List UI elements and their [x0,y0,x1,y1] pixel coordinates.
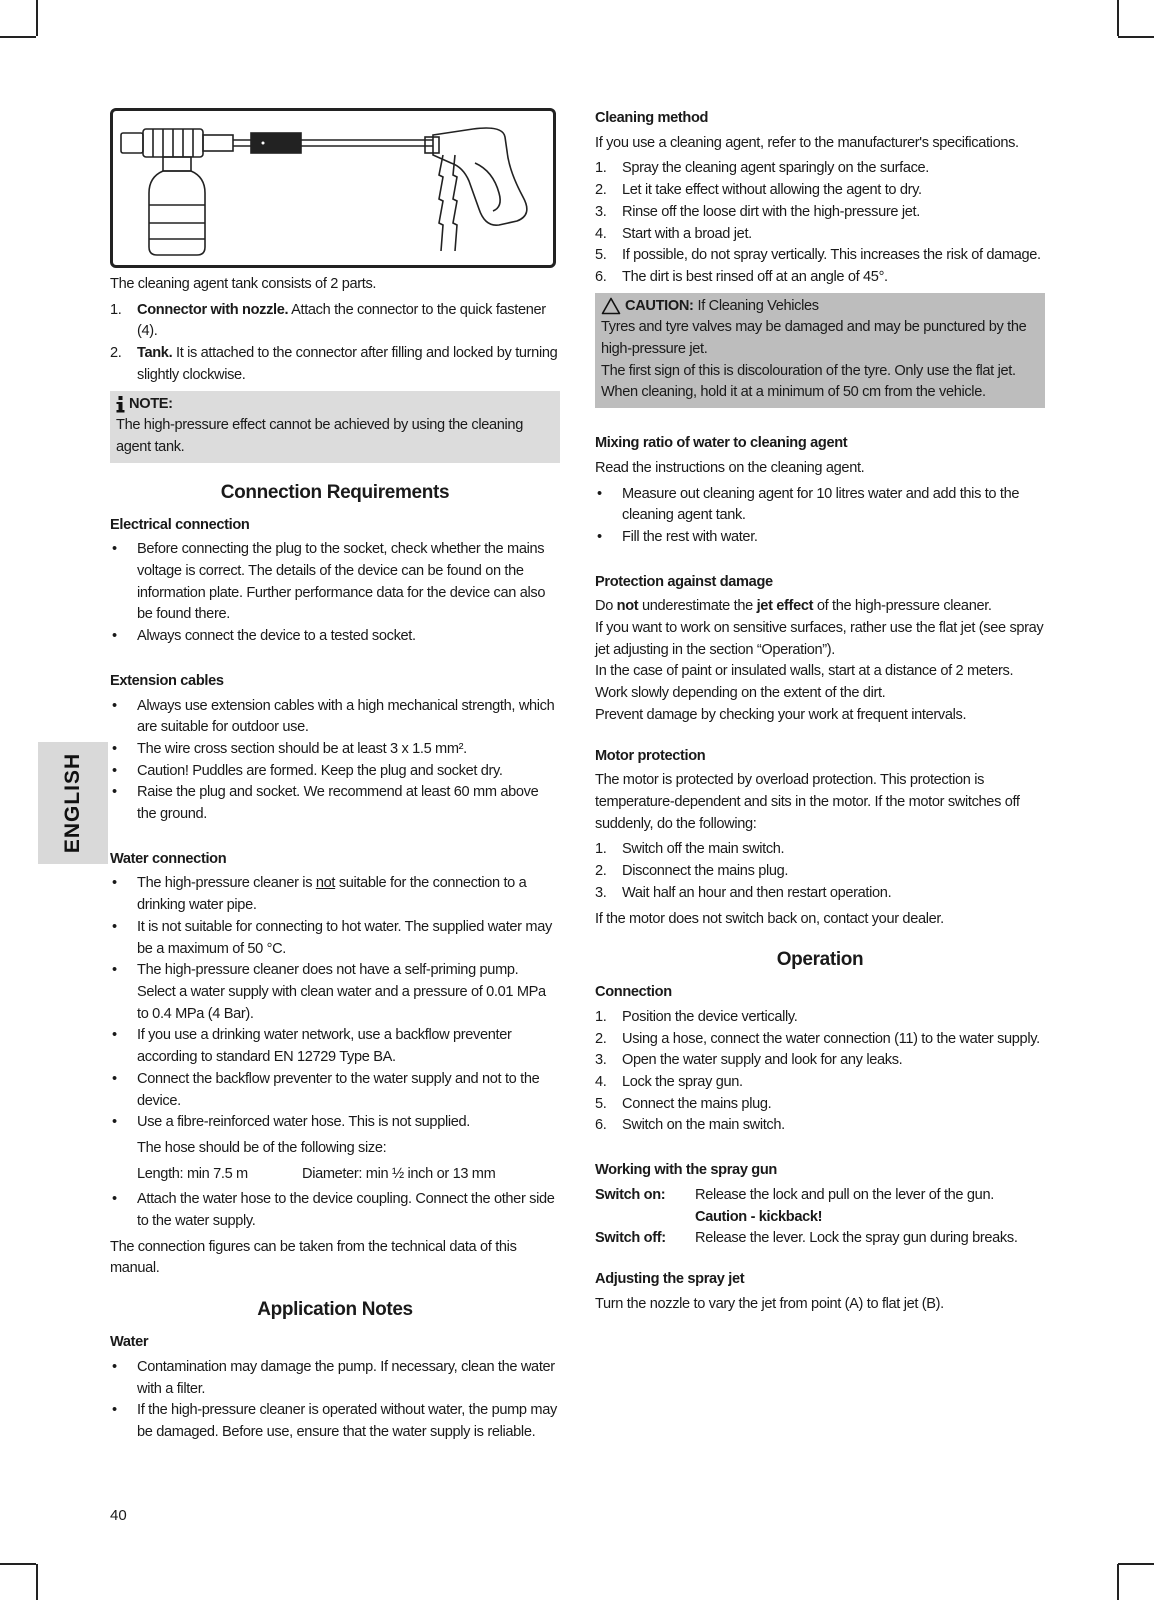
caution-box [595,293,1045,409]
spray-gun-illustration [113,111,553,265]
hose-length: Length: min 7.5 m [137,1165,248,1182]
right-column [595,108,1045,1319]
section-title-application-notes: Application Notes [257,1299,413,1321]
extension-cables-heading: Extension cables [110,672,224,689]
list-item: • Before connecting the plug to the socket, check whether the mains voltage is correct. The details of the device can be found on the information plate. Further performance data for the device can also be found there. [110,539,560,626]
list-item: • The high-pressure cleaner does not have a self-priming pump. Select a water supply with clean water and a pressure of 0.01 MPa to 0.4 MPa (4 Bar). [110,960,560,1025]
list-item: • Raise the plug and socket. We recommend at least 60 mm above the ground. [110,782,560,825]
electrical-list [110,539,560,648]
list-item: 1. Spray the cleaning agent sparingly on the surface. [595,160,930,177]
list-item: 5. Connect the mains plug. [595,1095,772,1112]
protection-line: Work slowly depending on the extent of the dirt. [595,685,886,702]
hose-sizes [110,1164,560,1186]
cleaning-intro: If you use a cleaning agent, refer to the manufacturer's specifications. [595,134,1019,151]
electrical-connection-heading: Electrical connection [110,516,250,533]
list-item: 5. If possible, do not spray vertically. This increases the risk of damage. [595,247,1041,264]
list-item: • If you use a drinking water network, use a backflow preventer according to standard EN 12729 Type BA. [110,1025,560,1068]
crop-mark [0,1563,36,1565]
spray-gun-heading: Working with the spray gun [595,1162,777,1179]
caution-heading [601,296,1039,318]
crop-mark [1118,1563,1154,1565]
list-item: • Use a fibre-reinforced water hose. This is not supplied. [110,1112,560,1134]
list-item: • Always connect the device to a tested socket. [110,626,560,648]
note-text: The high-pressure effect cannot be achieved by using the cleaning agent tank. [116,417,523,455]
crop-mark [1117,0,1119,36]
switch-off-row [595,1228,1045,1250]
mixing-list [595,484,1045,549]
info-icon [116,396,125,413]
protection-line: Do not underestimate the jet effect of the high-pressure cleaner. [595,598,992,615]
tank-intro: The cleaning agent tank consists of 2 parts. [110,276,377,292]
switch-off-label: Switch off: [595,1230,666,1247]
list-item: 4. Start with a broad jet. [595,225,752,242]
application-water-list [110,1357,560,1444]
section-title-connection-requirements: Connection Requirements [220,481,450,503]
crop-mark [36,0,38,36]
list-item: 3. Open the water supply and look for any leaks. [595,1052,903,1069]
list-item: 2. Let it take effect without allowing the agent to dry. [595,182,922,199]
list-item: • Fill the rest with water. [595,527,1045,549]
list-item: • The wire cross section should be at least 3 x 1.5 mm². [110,739,560,761]
switch-off-text: Release the lever. Lock the spray gun during breaks. [695,1230,1018,1247]
warning-triangle-icon [601,297,621,315]
switch-on-row [595,1185,1045,1228]
motor-closing: If the motor does not switch back on, contact your dealer. [595,910,944,927]
operation-connection-steps [595,1007,1045,1137]
motor-intro: The motor is protected by overload protection. This protection is temperature-dependent and sits in the motor. If the motor switches off suddenly, do the following: [595,772,1020,832]
list-item: 6. Switch on the main switch. [595,1117,785,1134]
list-item: 2. Using a hose, connect the water connection (11) to the water supply. [595,1030,1040,1047]
list-item: • Always use extension cables with a high mechanical strength, which are suitable for outdoor use. [110,696,560,739]
list-item: 6. The dirt is best rinsed off at an angle of 45°. [595,268,888,285]
switch-on-label: Switch on: [595,1186,666,1203]
caution-title: CAUTION: [625,297,694,314]
list-item: 1. Connector with nozzle. Attach the connector to the quick fastener (4). [110,301,546,340]
water-connection-heading: Water connection [110,850,227,867]
section-title-operation: Operation [776,949,864,971]
crop-mark [36,1564,38,1600]
list-item: 2. Disconnect the mains plug. [595,863,789,880]
crop-mark [1117,1564,1119,1600]
mixing-ratio-heading: Mixing ratio of water to cleaning agent [595,435,848,452]
list-item: • Attach the water hose to the device coupling. Connect the other side to the water supply. [110,1189,560,1232]
protection-line: If you want to work on sensitive surfaces, rather use the flat jet (see spray jet adjusting in the section “Operation”). [595,620,1044,658]
list-item: • If the high-pressure cleaner is operated without water, the pump may be damaged. Before use, ensure that the water supply is reliable. [110,1400,560,1443]
extension-list [110,696,560,826]
cleaning-steps [595,158,1045,288]
left-column [110,108,560,1448]
list-item: • Connect the backflow preventer to the water supply and not to the device. [110,1069,560,1112]
list-item: • Measure out cleaning agent for 10 litres water and add this to the cleaning agent tank. [595,484,1045,527]
page-number: 40 [110,1507,127,1524]
note-title: NOTE: [129,395,173,412]
connection-closing: The connection figures can be taken from the technical data of this manual. [110,1238,517,1277]
switch-on-text: Release the lock and pull on the lever of the gun. Caution - kickback! [695,1186,994,1225]
tank-parts-list [110,300,560,387]
adjust-jet-heading: Adjusting the spray jet [595,1270,745,1287]
crop-mark [1118,36,1154,38]
motor-steps [595,839,1045,904]
list-item: 4. Lock the spray gun. [595,1074,743,1091]
caution-subtitle: If Cleaning Vehicles [697,297,819,314]
hose-diameter: Diameter: min ½ inch or 13 mm [302,1165,496,1182]
protection-line: Prevent damage by checking your work at frequent intervals. [595,706,967,723]
list-item: 1. Switch off the main switch. [595,841,785,858]
caution-line: When cleaning, hold it at a minimum of 50 cm from the vehicle. [601,384,986,401]
water-heading: Water [110,1334,149,1351]
adjust-jet-text: Turn the nozzle to vary the jet from point (A) to flat jet (B). [595,1295,944,1312]
cleaning-agent-tank-figure [110,108,556,268]
list-item: • It is not suitable for connecting to hot water. The supplied water may be a maximum of 50 °C. [110,917,560,960]
caution-line: The first sign of this is discolouration of the tyre. Only use the flat jet. [601,362,1016,379]
list-item: • The high-pressure cleaner is not suitable for the connection to a drinking water pipe. [110,873,560,916]
note-box [110,391,560,463]
mixing-intro: Read the instructions on the cleaning agent. [595,459,865,476]
note-heading [116,394,554,416]
motor-protection-heading: Motor protection [595,747,706,764]
cleaning-method-heading: Cleaning method [595,110,709,126]
operation-connection-heading: Connection [595,984,672,1001]
list-item: • Contamination may damage the pump. If necessary, clean the water with a filter. [110,1357,560,1400]
hose-size-intro: The hose should be of the following size: [137,1139,387,1156]
crop-mark [0,36,36,38]
list-item: 3. Wait half an hour and then restart operation. [595,884,892,901]
protection-heading: Protection against damage [595,573,773,590]
list-item: 2. Tank. It is attached to the connector after filling and locked by turning slightly clockwise. [110,345,558,383]
language-tab [38,742,108,864]
water-connection-list-end [110,1189,560,1232]
list-item: • Caution! Puddles are formed. Keep the plug and socket dry. [110,761,560,783]
spray-gun-definitions [595,1185,1045,1250]
water-connection-list [110,873,560,1133]
protection-line: In the case of paint or insulated walls, start at a distance of 2 meters. [595,663,1014,680]
caution-line: Tyres and tyre valves may be damaged and may be punctured by the high-pressure jet. [601,319,1027,358]
list-item: 1. Position the device vertically. [595,1008,798,1025]
language-tab-label: ENGLISH [61,752,84,854]
list-item: 3. Rinse off the loose dirt with the high-pressure jet. [595,203,920,220]
